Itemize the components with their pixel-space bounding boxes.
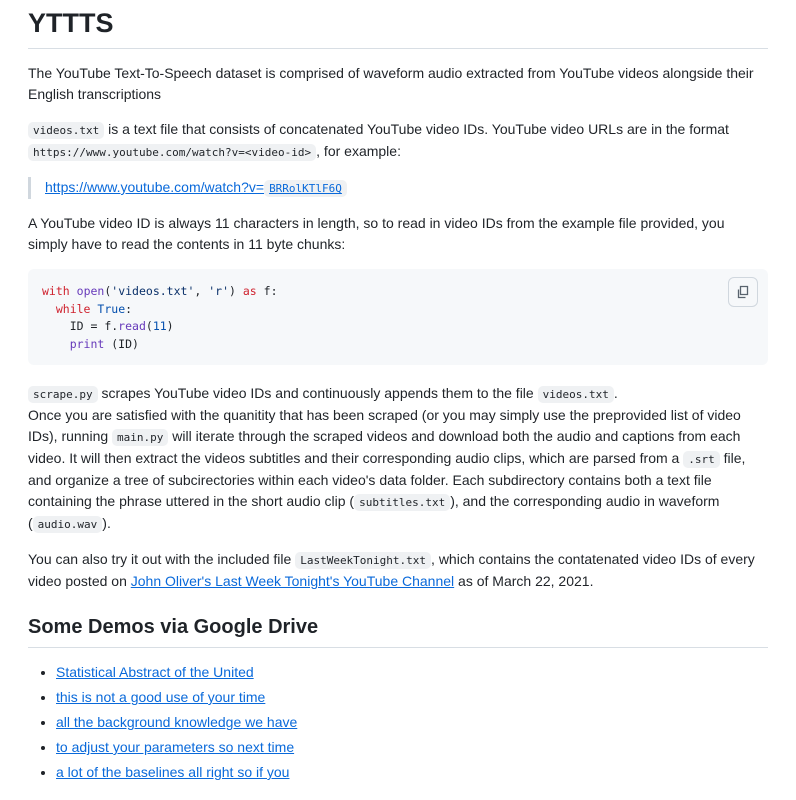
example-quote: [28, 177, 768, 199]
format-paragraph: [28, 119, 768, 163]
channel-link[interactable]: John Oliver's Last Week Tonight's YouTube Channel: [130, 573, 455, 589]
text: will iterate through the scraped videos and download both the audio and captions from each video. It will then extract the videos subtitles and their corresponding audio clips, which are parsed from a: [28, 428, 741, 466]
inline-code: audio.wav: [33, 516, 103, 533]
demo-link[interactable]: a lot of the baselines all right so if you: [56, 764, 290, 780]
code-token: with: [42, 284, 70, 298]
text: Once you are satisfied with the quanitity that has been scraped (or you may simply use the preprovided list of video IDs), running: [28, 407, 741, 444]
code-token: while: [55, 301, 91, 316]
demo-link[interactable]: this is not a good use of your time: [56, 689, 266, 705]
copy-icon: [735, 284, 751, 300]
text: You can also try it out with the included file: [28, 551, 296, 567]
demo-link[interactable]: to adjust your parameters so next time: [56, 739, 295, 755]
inline-code: .srt: [683, 451, 720, 468]
demos-list: [28, 662, 768, 783]
code-token: True: [97, 301, 126, 316]
inline-code: main.py: [112, 429, 168, 446]
inline-code: https://www.youtube.com/watch?v=<video-id>: [28, 144, 316, 161]
inline-code: videos.txt: [28, 122, 104, 139]
code-token: read: [118, 319, 146, 333]
text: .: [613, 385, 618, 401]
copy-button[interactable]: [728, 277, 758, 307]
text: ), and the corresponding audio in waveform (: [28, 493, 720, 531]
demo-link[interactable]: Statistical Abstract of the United: [56, 664, 254, 680]
code-token: print: [69, 336, 105, 351]
code-token: ,: [194, 284, 209, 298]
code-token: :: [125, 301, 133, 316]
code-token: f:: [256, 284, 278, 298]
text: ).: [102, 515, 111, 531]
demos-heading: Some Demos via Google Drive: [28, 614, 768, 648]
chunk-paragraph: A YouTube video ID is always 11 characters in length, so to read in video IDs from the example file provided, you simply have to read the contents in 11 byte chunks:: [28, 215, 725, 252]
code-block: [28, 269, 768, 365]
code-token: (ID): [104, 336, 139, 351]
inline-code: subtitles.txt: [354, 494, 450, 511]
code-content: [42, 283, 754, 353]
inline-code: BRRolKTlF6Q: [264, 180, 347, 197]
text: as of March 22, 2021.: [454, 573, 594, 589]
code-token: 'r': [208, 284, 230, 298]
code-token: open: [76, 284, 105, 298]
readme: [28, 0, 768, 787]
code-token: as: [242, 284, 257, 298]
text: file, and organize a tree of subcirectories within each video's data folder. Each subdirectory contains both a text file containing the phrase uttered in the short audio clip (: [28, 450, 746, 509]
inline-code: LastWeekTonight.txt: [295, 552, 431, 569]
list-item: [56, 737, 768, 758]
intro-paragraph: The YouTube Text-To-Speech dataset is comprised of waveform audio extracted from YouTube videos alongside their English transcriptions: [28, 65, 754, 102]
inline-code: videos.txt: [538, 386, 614, 403]
link-text: https://www.youtube.com/watch?v=: [45, 179, 265, 195]
list-item: [56, 712, 768, 733]
code-token: (: [104, 284, 112, 298]
code-token: ): [229, 284, 243, 298]
code-token: (: [145, 319, 153, 333]
code-token: 11: [152, 319, 167, 333]
inline-code: scrape.py: [28, 386, 98, 403]
text: is a text file that consists of concatenated YouTube video IDs. YouTube video URLs are in the format: [104, 121, 729, 137]
list-item: [56, 687, 768, 708]
text: , for example:: [316, 143, 401, 159]
lastweek-paragraph: [28, 549, 768, 592]
list-item: [56, 662, 768, 683]
code-token: 'videos.txt': [111, 284, 195, 298]
code-token: ID = f.: [69, 319, 119, 333]
list-item: [56, 762, 768, 783]
demo-link[interactable]: all the background knowledge we have: [56, 714, 298, 730]
page-title: YTTTS: [28, 6, 768, 49]
scrape-paragraph: [28, 383, 768, 535]
text: scrapes YouTube video IDs and continuously appends them to the file: [97, 385, 538, 401]
text: , which contains the contatenated video IDs of every video posted on: [28, 551, 755, 589]
example-url-link[interactable]: [45, 179, 347, 195]
code-token: ): [166, 319, 174, 333]
